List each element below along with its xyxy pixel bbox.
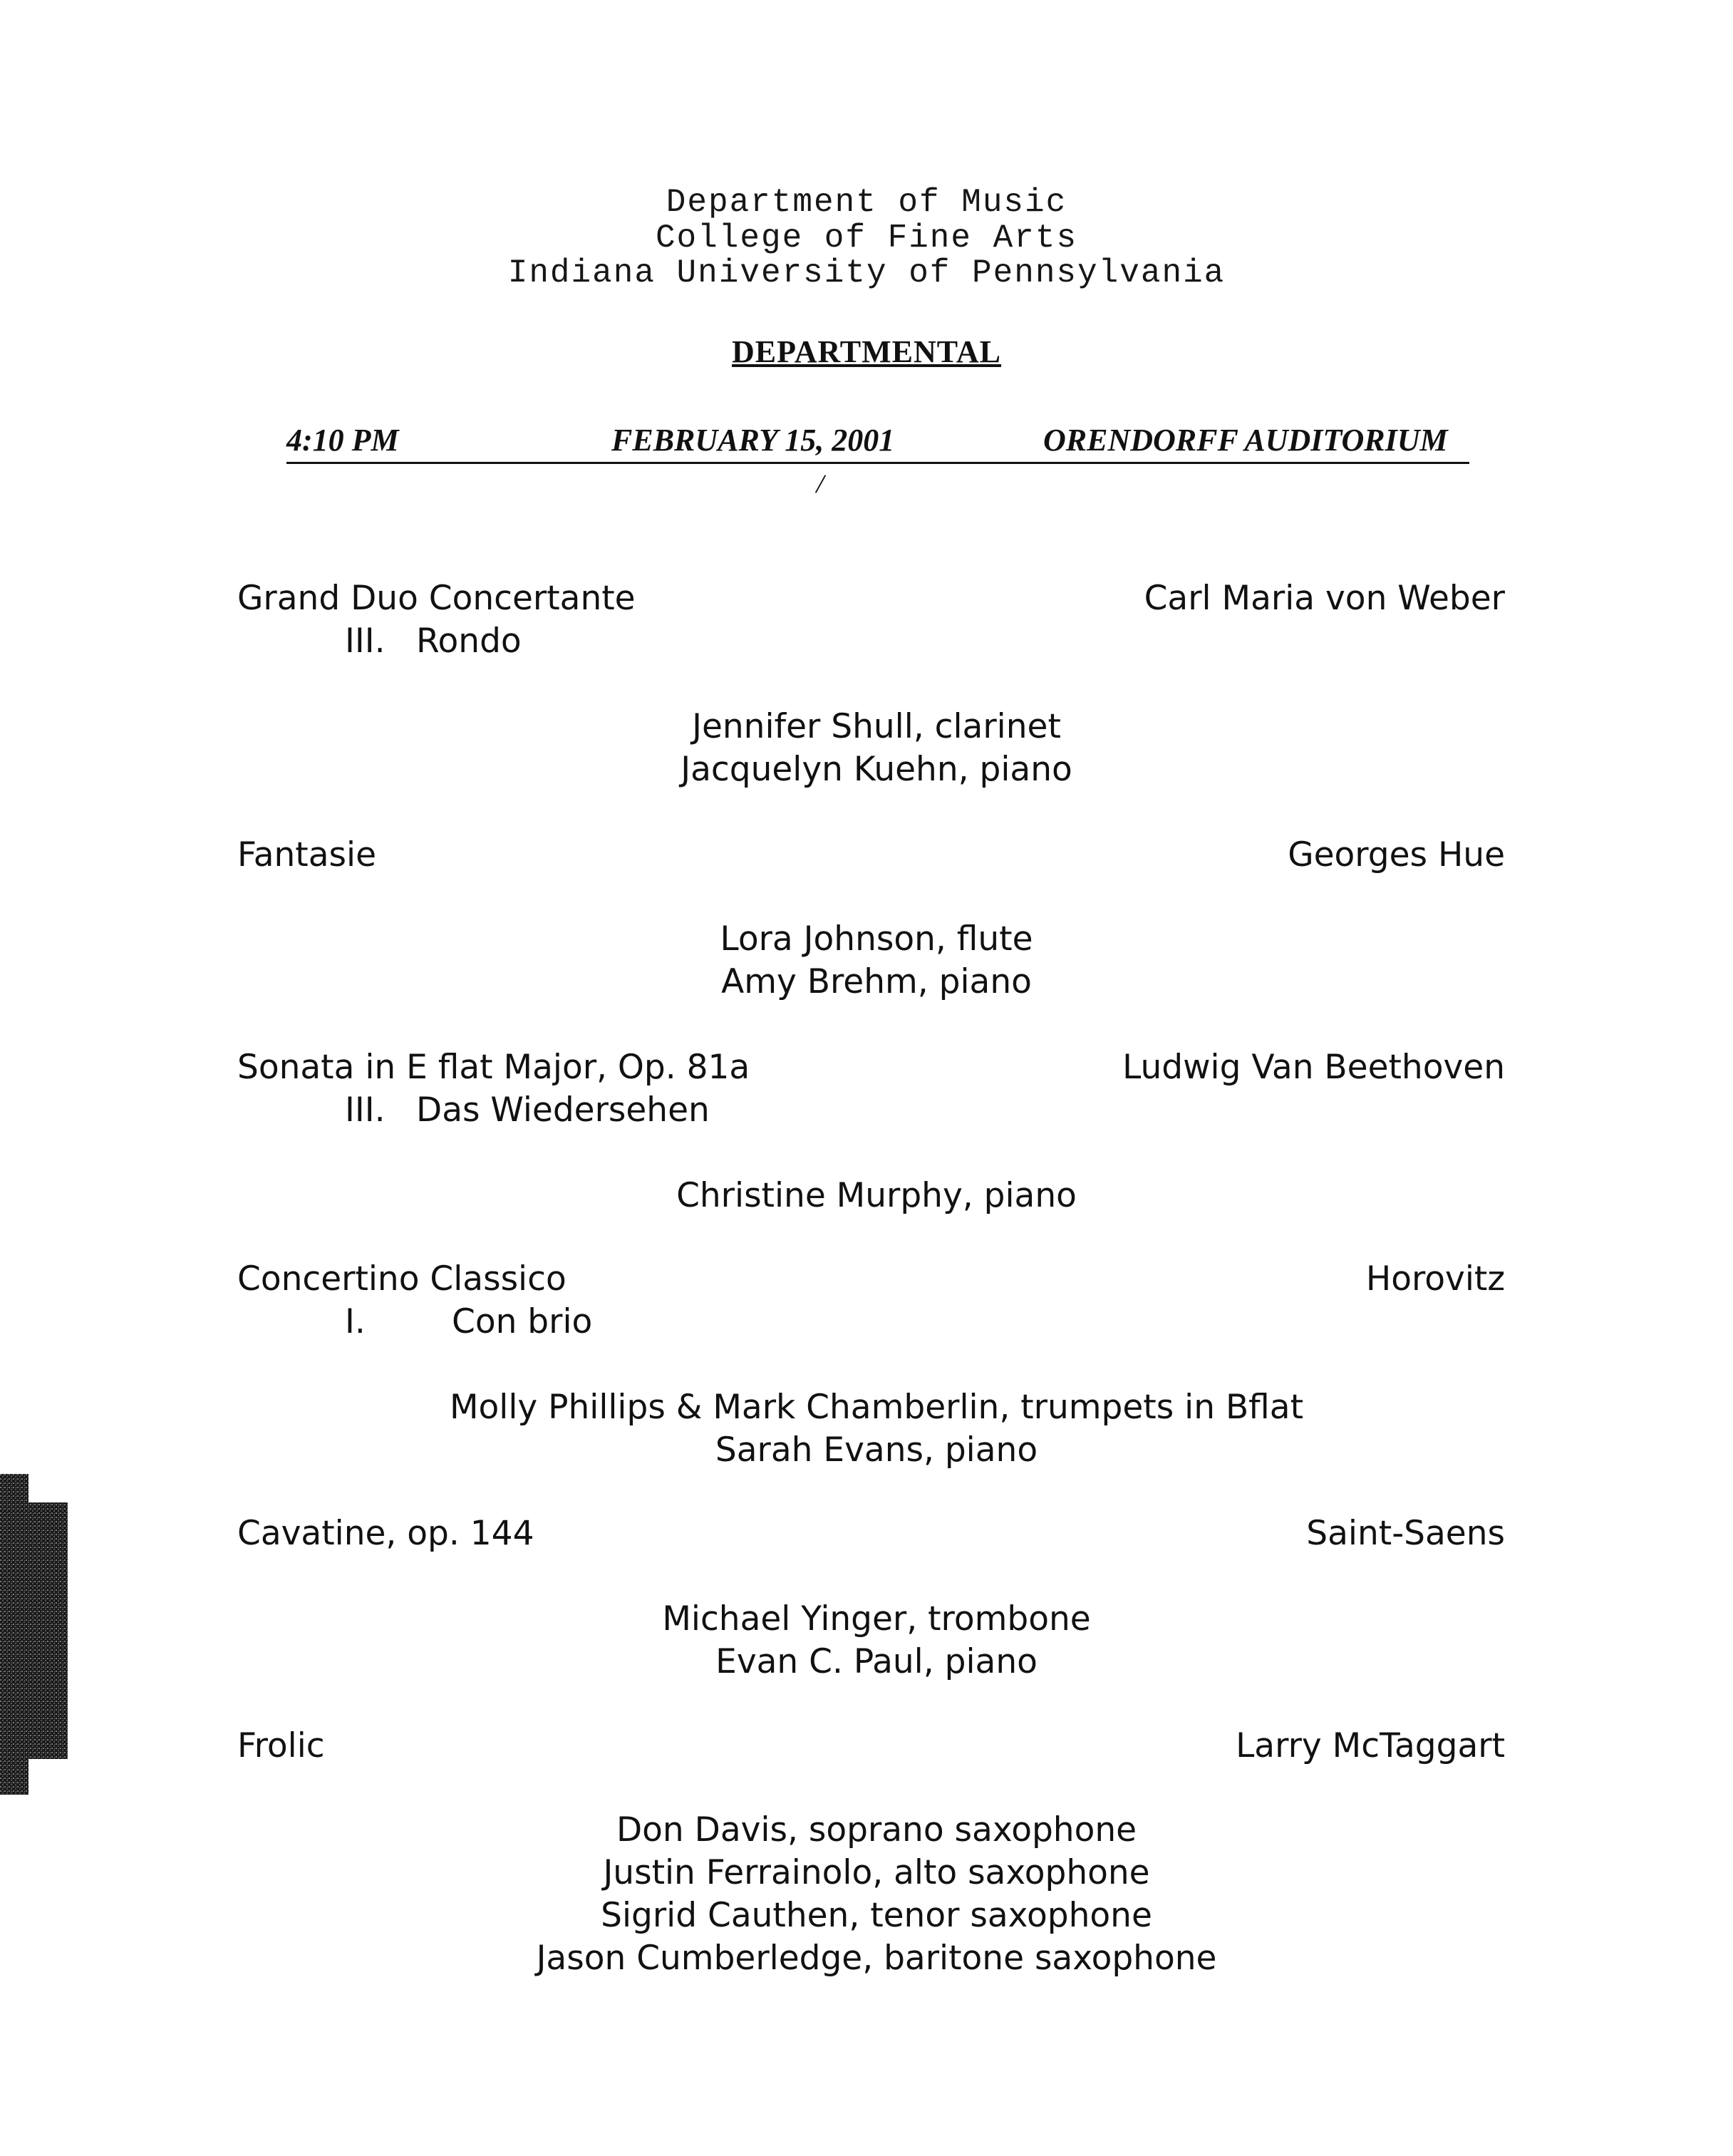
- piece-composer: Horovitz: [1365, 1259, 1505, 1299]
- performer: Lora Johnson, flute: [720, 919, 1033, 959]
- performer-list: [0, 1809, 1733, 1980]
- performer: Evan C. Paul, piano: [715, 1642, 1038, 1681]
- performer: Jennifer Shull, clarinet: [692, 707, 1061, 746]
- piece-composer: Carl Maria von Weber: [1144, 579, 1505, 618]
- performer-list: [0, 1175, 1733, 1217]
- piece-title: Sonata in E flat Major, Op. 81a: [237, 1048, 750, 1087]
- piece-composer: Saint-Saens: [1306, 1514, 1505, 1553]
- piece-title: Cavatine, op. 144: [237, 1514, 534, 1553]
- event-venue: ORENDORFF AUDITORIUM: [1043, 423, 1448, 458]
- performer: Christine Murphy, piano: [676, 1176, 1077, 1215]
- piece-title: Concertino Classico: [237, 1259, 567, 1299]
- performer: Don Davis, soprano saxophone: [616, 1810, 1137, 1850]
- performer-list: [0, 1598, 1733, 1683]
- stray-pen-mark: /: [814, 467, 827, 500]
- piece-title: Grand Duo Concertante: [237, 579, 636, 618]
- piece-composer: Ludwig Van Beethoven: [1122, 1048, 1505, 1087]
- performer: Sigrid Cauthen, tenor saxophone: [601, 1896, 1152, 1935]
- scan-artifact: [0, 1474, 71, 1795]
- recital-type-heading: DEPARTMENTAL: [732, 334, 1001, 369]
- performer: Sarah Evans, piano: [715, 1430, 1038, 1470]
- performer-list: [0, 918, 1733, 1004]
- performer: Amy Brehm, piano: [721, 962, 1032, 1001]
- event-time: 4:10 PM: [286, 423, 399, 458]
- performer: Jacquelyn Kuehn, piano: [681, 750, 1072, 789]
- piece-movement: III. Das Wiedersehen: [345, 1090, 710, 1130]
- performer-list: [0, 1386, 1733, 1472]
- department-name: Department of Music: [666, 184, 1067, 221]
- performer-list: [0, 706, 1733, 791]
- university-name: Indiana University of Pennsylvania: [507, 254, 1226, 292]
- event-date: FEBRUARY 15, 2001: [611, 423, 895, 458]
- piece-movement: I. Con brio: [345, 1302, 593, 1341]
- event-info-line: [286, 422, 1469, 464]
- piece-movement: III. Rondo: [345, 621, 522, 661]
- performer: Justin Ferrainolo, alto saxophone: [603, 1853, 1150, 1892]
- piece-composer: Larry McTaggart: [1236, 1726, 1505, 1765]
- piece-title: Frolic: [237, 1726, 325, 1765]
- piece-title: Fantasie: [237, 835, 376, 875]
- college-name: College of Fine Arts: [655, 220, 1078, 257]
- performer: Molly Phillips & Mark Chamberlin, trumpets in Bflat: [449, 1388, 1304, 1427]
- performer: Jason Cumberledge, baritone saxophone: [536, 1939, 1217, 1978]
- piece-composer: Georges Hue: [1288, 835, 1505, 875]
- performer: Michael Yinger, trombone: [662, 1599, 1091, 1639]
